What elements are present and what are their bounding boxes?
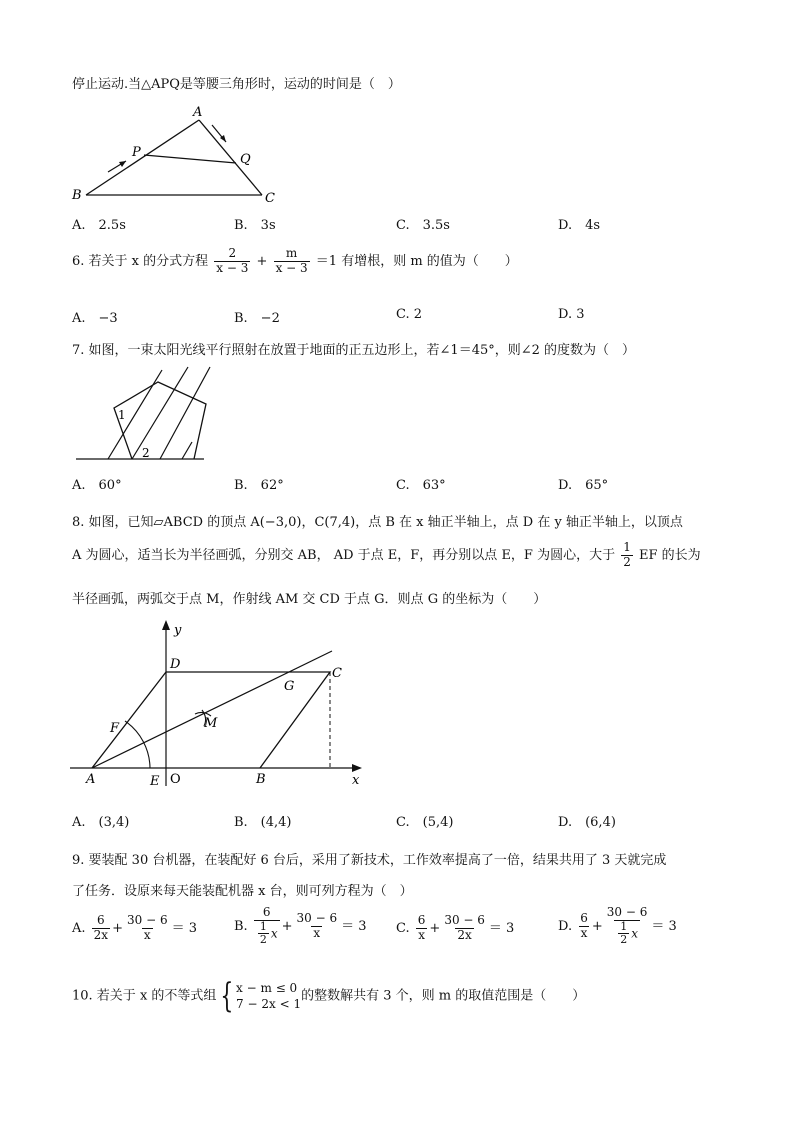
q6-fraction-1 (214, 247, 250, 276)
brace-icon: { (220, 976, 234, 1016)
q9-c-d1: x (418, 927, 425, 942)
q10-stem (72, 976, 586, 1016)
axis-y-label: y (174, 623, 182, 638)
q9-d-eq: ＝ 3 (651, 919, 677, 935)
q9-c-eq: ＝ 3 (488, 920, 515, 936)
q9-option-d: D. $\frac{6}{x}$ + 30 − 6 $\frac{1}{2}$ x ＝ 3 (558, 905, 677, 947)
q9-b-d1: $\frac{1}{2}$ x (254, 920, 280, 947)
q9-option-a: A. $\frac{6}{2x}$ + $\frac{30 - 6}{x}$ ＝ 3 (72, 913, 197, 942)
label-a: A (193, 105, 203, 120)
q9-line-1: 9. 要装配 30 台机器，在装配好 6 台后，采用了新技术，工作效率提高了一倍，结果共用了 3 天就完成 (72, 853, 667, 868)
q8-parallelogram-figure (66, 614, 376, 794)
q6-option-b: B. −2 (234, 311, 280, 326)
q6-stem (72, 247, 518, 276)
q9-c-n2: 30 − 6 (444, 913, 485, 927)
q10-pre: 10. 若关于 x 的不等式组 (72, 988, 217, 1004)
q7-pentagon-figure (70, 362, 215, 466)
q7-option-d: D. 65° (558, 478, 609, 493)
q9-b-d2: x (313, 926, 321, 941)
angle-1-label: 1 (118, 408, 126, 422)
q7-option-a: A. 60° (72, 478, 122, 493)
q9-d-n1: 6 (580, 911, 588, 926)
angle-2-label: 2 (142, 446, 150, 460)
label-m: M (204, 716, 218, 731)
label-d: D (170, 657, 181, 672)
q6-f1-num: 2 (228, 246, 237, 260)
q9-b-n2: 30 − 6 (296, 911, 338, 926)
q8-line-3: 半径画弧，两弧交于点 M，作射线 AM 交 CD 于点 G．则点 G 的坐标为（ ） (72, 592, 547, 607)
q9-c-label: C. (396, 920, 410, 936)
q9-a-d2: x (143, 927, 151, 942)
q9-b-label: B. (234, 919, 248, 935)
q9-c-n1: 6 (417, 913, 426, 927)
q9-d-n2: 30 − 6 (606, 905, 648, 919)
q10-row-2: 7 − 2x < 1 (236, 997, 302, 1011)
q7-stem: 7. 如图，一束太阳光线平行照射在放置于地面的正五边形上，若∠1＝45°，则∠2 的度数为（ ） (72, 343, 636, 358)
label-b: B (256, 772, 266, 787)
q6-fraction-2 (274, 247, 310, 276)
label-f: F (110, 721, 120, 736)
q9-a-eq: ＝ 3 (171, 920, 197, 936)
q6-pre: 6. 若关于 x 的分式方程 (72, 253, 209, 269)
q8-half-den: 2 (623, 554, 631, 569)
q9-a-label: A. (72, 920, 86, 936)
q8-half-fraction (621, 541, 633, 570)
q5-option-b: B. 3s (234, 218, 276, 233)
q5-stem: 停止运动.当△APQ是等腰三角形时，运动的时间是（ ） (72, 77, 401, 92)
q8-line-1: 8. 如图，已知▱ABCD 的顶点 A(−3,0)，C(7,4)，点 B 在 x 轴正半轴上，点 D 在 y 轴正半轴上，以顶点 (72, 515, 683, 530)
q9-a-n1: 6 (97, 913, 105, 927)
label-c: C (265, 191, 275, 206)
label-o: O (170, 772, 181, 787)
q6-option-d: D. 3 (558, 307, 585, 322)
q7-option-c: C. 63° (396, 478, 446, 493)
label-q: Q (240, 152, 251, 167)
q9-option-c: C. $\frac{6}{x}$ + $\frac{30 - 6}{2x}$ ＝ 3 (396, 913, 515, 942)
q5-option-c: C. 3.5s (396, 218, 450, 233)
q6-f2-num: m (285, 246, 298, 260)
label-p: P (132, 145, 141, 160)
q5-option-d: D. 4s (558, 218, 601, 233)
q8-option-d: D. (6,4) (558, 815, 616, 830)
q8-line-2-post: EF 的长为 (639, 547, 701, 563)
q9-b-n1: 6 (262, 905, 271, 919)
label-b: B (72, 188, 82, 203)
q8-half-num: 1 (623, 540, 631, 554)
q8-option-c: C. (5,4) (396, 815, 454, 830)
label-g: G (284, 679, 295, 694)
q10-row-1: x − m ≤ 0 (236, 980, 298, 995)
q6-post: ＝1 有增根，则 m 的值为（ ） (315, 253, 518, 269)
q8-line-2 (72, 541, 701, 570)
q9-a-n2: 30 − 6 (126, 913, 168, 927)
q8-line-2-pre: A 为圆心，适当长为半径画弧，分别交 AB， AD 于点 E，F，再分别以点 E，F 为圆心，大于 (72, 547, 616, 563)
q8-option-a: A. (3,4) (72, 815, 130, 830)
q9-d-d1: x (580, 926, 588, 941)
q9-b-eq: ＝ 3 (341, 919, 367, 935)
q9-a-d1: 2x (93, 927, 109, 942)
q7-option-b: B. 62° (234, 478, 284, 493)
q6-f1-den: x − 3 (216, 260, 249, 275)
q5-option-a: A. 2.5s (72, 218, 126, 233)
q10-system (236, 980, 301, 1012)
q6-f2-den: x − 3 (275, 260, 308, 275)
label-c: C (332, 666, 342, 681)
q6-option-a: A. −3 (72, 311, 118, 326)
label-e: E (150, 774, 160, 789)
q6-plus: + (256, 253, 268, 269)
axis-x-label: x (352, 773, 360, 788)
q9-option-b: B. 6 $\frac{1}{2}$ x + $\frac{30 - 6}{x}$ ＝ 3 (234, 905, 367, 947)
q9-c-d2: 2x (457, 927, 472, 942)
q9-line-2: 了任务．设原来每天能装配机器 x 台，则可列方程为（ ） (72, 884, 413, 899)
q8-option-b: B. (4,4) (234, 815, 292, 830)
label-a: A (86, 772, 96, 787)
q5-triangle-figure (66, 100, 286, 208)
q9-d-label: D. (558, 919, 573, 935)
q9-d-d2: $\frac{1}{2}$ x (614, 920, 640, 947)
q6-option-c: C. 2 (396, 307, 423, 322)
q10-post: 的整数解共有 3 个，则 m 的取值范围是（ ） (301, 988, 586, 1004)
